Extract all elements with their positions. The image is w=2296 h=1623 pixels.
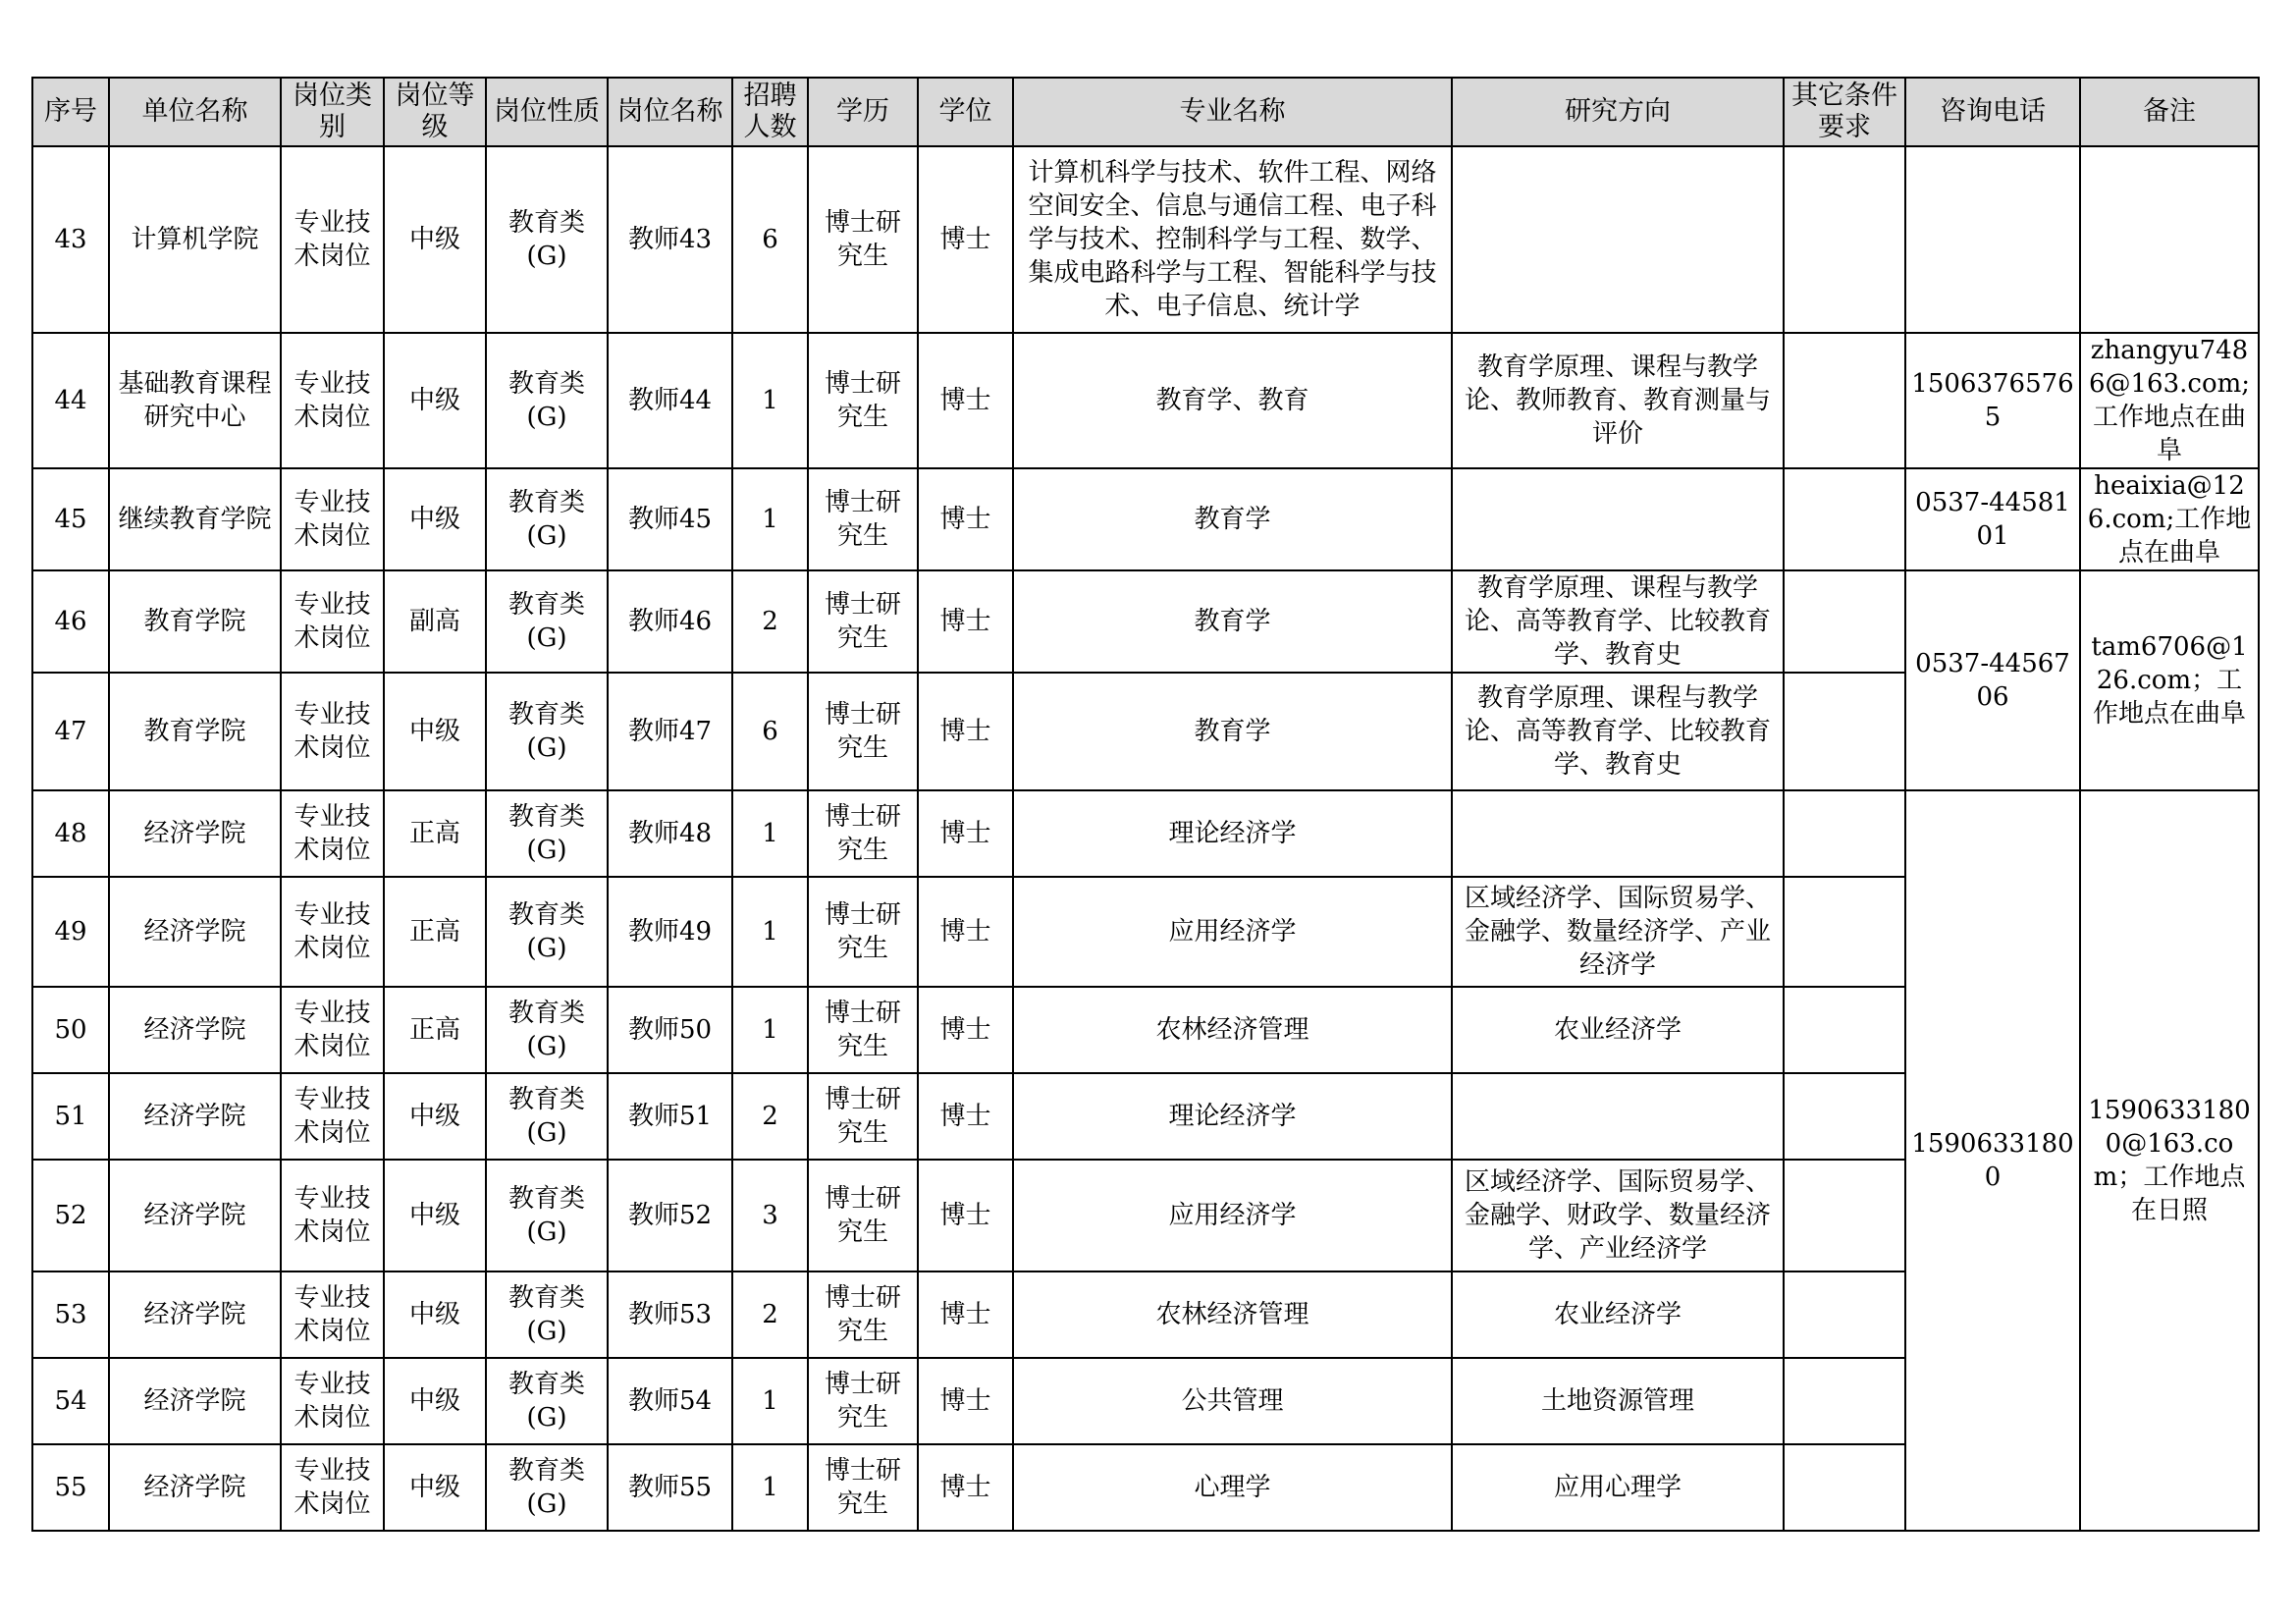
cell-education: 博士研究生 [808,790,918,877]
cell-unit: 经济学院 [109,790,281,877]
cell-degree: 博士 [918,1073,1013,1160]
cell-degree: 博士 [918,790,1013,877]
cell-degree: 博士 [918,146,1013,333]
cell-nature: 教育类(G) [486,987,608,1073]
cell-education: 博士研究生 [808,468,918,570]
col-header-degree: 学位 [918,78,1013,146]
table-row [32,790,2259,877]
col-header-other: 其它条件要求 [1784,78,1905,146]
cell-nature: 教育类(G) [486,1271,608,1358]
cell-major: 计算机科学与技术、软件工程、网络空间安全、信息与通信工程、电子科学与技术、控制科学与工程、数学、集成电路科学与工程、智能科学与技术、电子信息、统计学 [1013,146,1452,333]
cell-name: 教师50 [608,987,732,1073]
cell-count: 2 [732,570,808,673]
cell-education: 博士研究生 [808,877,918,987]
cell-category: 专业技术岗位 [281,333,384,468]
cell-level: 中级 [384,146,486,333]
cell-education: 博士研究生 [808,1160,918,1271]
cell-degree: 博士 [918,1444,1013,1531]
cell-name: 教师46 [608,570,732,673]
cell-count: 1 [732,877,808,987]
cell-name: 教师47 [608,673,732,790]
cell-level: 中级 [384,1073,486,1160]
cell-major: 教育学、教育 [1013,333,1452,468]
cell-other [1784,1271,1905,1358]
cell-unit: 经济学院 [109,1160,281,1271]
col-header-name: 岗位名称 [608,78,732,146]
cell-nature: 教育类(G) [486,673,608,790]
cell-unit: 计算机学院 [109,146,281,333]
col-header-major: 专业名称 [1013,78,1452,146]
cell-education: 博士研究生 [808,1358,918,1444]
cell-other [1784,1160,1905,1271]
cell-count: 2 [732,1073,808,1160]
cell-education: 博士研究生 [808,333,918,468]
cell-education: 博士研究生 [808,570,918,673]
cell-phone: 0537-4456706 [1905,570,2080,790]
cell-level: 中级 [384,1444,486,1531]
cell-category: 专业技术岗位 [281,1160,384,1271]
cell-no: 54 [32,1358,109,1444]
cell-education: 博士研究生 [808,987,918,1073]
cell-name: 教师54 [608,1358,732,1444]
cell-other [1784,673,1905,790]
cell-nature: 教育类(G) [486,1444,608,1531]
cell-degree: 博士 [918,1358,1013,1444]
header-row [32,78,2259,146]
cell-count: 1 [732,468,808,570]
cell-unit: 经济学院 [109,877,281,987]
cell-major: 教育学 [1013,673,1452,790]
cell-unit: 教育学院 [109,673,281,790]
cell-research: 农业经济学 [1452,987,1784,1073]
cell-major: 教育学 [1013,570,1452,673]
cell-education: 博士研究生 [808,146,918,333]
cell-no: 44 [32,333,109,468]
cell-other [1784,468,1905,570]
cell-name: 教师51 [608,1073,732,1160]
cell-education: 博士研究生 [808,673,918,790]
cell-phone [1905,146,2080,333]
cell-no: 46 [32,570,109,673]
cell-unit: 基础教育课程研究中心 [109,333,281,468]
cell-major: 教育学 [1013,468,1452,570]
cell-research: 农业经济学 [1452,1271,1784,1358]
cell-level: 副高 [384,570,486,673]
cell-note: tam6706@126.com；工作地点在曲阜 [2080,570,2259,790]
cell-unit: 经济学院 [109,987,281,1073]
cell-name: 教师48 [608,790,732,877]
cell-major: 农林经济管理 [1013,1271,1452,1358]
cell-nature: 教育类(G) [486,333,608,468]
table-row [32,146,2259,333]
cell-major: 农林经济管理 [1013,987,1452,1073]
cell-note [2080,146,2259,333]
cell-research: 土地资源管理 [1452,1358,1784,1444]
cell-name: 教师55 [608,1444,732,1531]
cell-level: 正高 [384,877,486,987]
table-row [32,333,2259,468]
cell-category: 专业技术岗位 [281,1358,384,1444]
cell-category: 专业技术岗位 [281,790,384,877]
cell-degree: 博士 [918,570,1013,673]
cell-count: 1 [732,333,808,468]
cell-other [1784,146,1905,333]
cell-phone: 15906331800 [1905,790,2080,1531]
cell-research: 区域经济学、国际贸易学、金融学、财政学、数量经济学、产业经济学 [1452,1160,1784,1271]
cell-research: 区域经济学、国际贸易学、金融学、数量经济学、产业经济学 [1452,877,1784,987]
cell-degree: 博士 [918,987,1013,1073]
cell-degree: 博士 [918,333,1013,468]
cell-category: 专业技术岗位 [281,570,384,673]
cell-level: 中级 [384,468,486,570]
cell-category: 专业技术岗位 [281,146,384,333]
cell-count: 3 [732,1160,808,1271]
col-header-unit: 单位名称 [109,78,281,146]
cell-note: zhangyu7486@163.com;工作地点在曲阜 [2080,333,2259,468]
table-row [32,468,2259,570]
cell-count: 6 [732,146,808,333]
cell-major: 应用经济学 [1013,877,1452,987]
cell-degree: 博士 [918,673,1013,790]
cell-count: 1 [732,1444,808,1531]
cell-major: 公共管理 [1013,1358,1452,1444]
cell-count: 1 [732,987,808,1073]
cell-no: 50 [32,987,109,1073]
cell-count: 2 [732,1271,808,1358]
col-header-count: 招聘人数 [732,78,808,146]
cell-name: 教师53 [608,1271,732,1358]
cell-nature: 教育类(G) [486,790,608,877]
cell-other [1784,333,1905,468]
cell-major: 应用经济学 [1013,1160,1452,1271]
cell-unit: 经济学院 [109,1444,281,1531]
cell-nature: 教育类(G) [486,570,608,673]
cell-name: 教师45 [608,468,732,570]
col-header-category: 岗位类别 [281,78,384,146]
col-header-education: 学历 [808,78,918,146]
cell-category: 专业技术岗位 [281,468,384,570]
cell-category: 专业技术岗位 [281,1444,384,1531]
cell-level: 中级 [384,1271,486,1358]
cell-education: 博士研究生 [808,1271,918,1358]
cell-category: 专业技术岗位 [281,987,384,1073]
cell-no: 55 [32,1444,109,1531]
cell-phone: 15063765765 [1905,333,2080,468]
col-header-nature: 岗位性质 [486,78,608,146]
cell-category: 专业技术岗位 [281,877,384,987]
cell-research: 应用心理学 [1452,1444,1784,1531]
cell-no: 47 [32,673,109,790]
recruitment-table [31,77,2260,1532]
cell-other [1784,1073,1905,1160]
cell-category: 专业技术岗位 [281,673,384,790]
cell-major: 理论经济学 [1013,790,1452,877]
cell-research: 教育学原理、课程与教学论、教师教育、教育测量与评价 [1452,333,1784,468]
cell-note: 15906331800@163.com；工作地点在日照 [2080,790,2259,1531]
cell-nature: 教育类(G) [486,1073,608,1160]
cell-major: 心理学 [1013,1444,1452,1531]
cell-major: 理论经济学 [1013,1073,1452,1160]
cell-no: 49 [32,877,109,987]
table-row [32,570,2259,673]
cell-unit: 经济学院 [109,1271,281,1358]
cell-unit: 经济学院 [109,1073,281,1160]
cell-other [1784,790,1905,877]
cell-research: 教育学原理、课程与教学论、高等教育学、比较教育学、教育史 [1452,570,1784,673]
cell-education: 博士研究生 [808,1444,918,1531]
cell-name: 教师49 [608,877,732,987]
cell-no: 45 [32,468,109,570]
cell-other [1784,877,1905,987]
cell-level: 正高 [384,790,486,877]
cell-research [1452,1073,1784,1160]
cell-nature: 教育类(G) [486,146,608,333]
cell-level: 中级 [384,673,486,790]
cell-research [1452,790,1784,877]
cell-nature: 教育类(G) [486,1358,608,1444]
cell-nature: 教育类(G) [486,468,608,570]
cell-nature: 教育类(G) [486,1160,608,1271]
cell-other [1784,987,1905,1073]
cell-unit: 教育学院 [109,570,281,673]
cell-phone: 0537-4458101 [1905,468,2080,570]
cell-degree: 博士 [918,877,1013,987]
col-header-research: 研究方向 [1452,78,1784,146]
col-header-phone: 咨询电话 [1905,78,2080,146]
col-header-note: 备注 [2080,78,2259,146]
cell-name: 教师44 [608,333,732,468]
col-header-no: 序号 [32,78,109,146]
cell-no: 53 [32,1271,109,1358]
cell-research [1452,146,1784,333]
cell-research: 教育学原理、课程与教学论、高等教育学、比较教育学、教育史 [1452,673,1784,790]
cell-level: 中级 [384,333,486,468]
cell-education: 博士研究生 [808,1073,918,1160]
cell-level: 中级 [384,1358,486,1444]
col-header-level: 岗位等级 [384,78,486,146]
cell-name: 教师43 [608,146,732,333]
cell-degree: 博士 [918,468,1013,570]
cell-research [1452,468,1784,570]
cell-other [1784,570,1905,673]
cell-nature: 教育类(G) [486,877,608,987]
cell-unit: 经济学院 [109,1358,281,1444]
cell-category: 专业技术岗位 [281,1271,384,1358]
cell-other [1784,1444,1905,1531]
cell-count: 1 [732,790,808,877]
cell-degree: 博士 [918,1271,1013,1358]
cell-count: 1 [732,1358,808,1444]
cell-no: 48 [32,790,109,877]
cell-category: 专业技术岗位 [281,1073,384,1160]
cell-degree: 博士 [918,1160,1013,1271]
cell-name: 教师52 [608,1160,732,1271]
cell-other [1784,1358,1905,1444]
cell-unit: 继续教育学院 [109,468,281,570]
cell-note: heaixia@126.com;工作地点在曲阜 [2080,468,2259,570]
cell-no: 51 [32,1073,109,1160]
cell-level: 正高 [384,987,486,1073]
cell-count: 6 [732,673,808,790]
cell-no: 43 [32,146,109,333]
cell-no: 52 [32,1160,109,1271]
cell-level: 中级 [384,1160,486,1271]
